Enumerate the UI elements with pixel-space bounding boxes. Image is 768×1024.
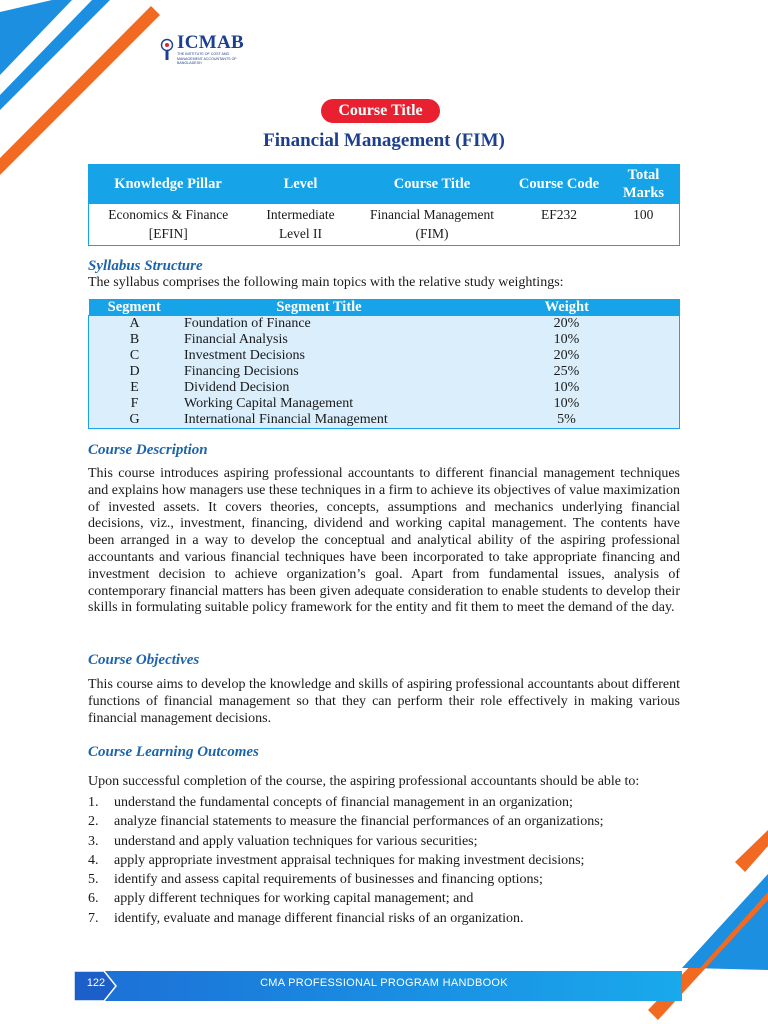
weight-cell: 20% [454, 316, 680, 333]
table-row [89, 396, 680, 412]
page-title: Financial Management (FIM) [263, 130, 505, 151]
item-text: understand the fundamental concepts of financial management in an organization; [114, 795, 573, 810]
outcomes-heading: Course Learning Outcomes [88, 744, 259, 760]
segment-title-cell: Working Capital Management [180, 396, 454, 412]
item-number: 2. [88, 814, 99, 830]
weight-cell: 5% [454, 412, 680, 429]
course-info-header-row [89, 165, 680, 204]
header-knowledge-pillar: Knowledge Pillar [89, 165, 248, 204]
list-item [88, 812, 680, 831]
header-total-marks: Total Marks [608, 165, 680, 204]
objectives-text: This course aims to develop the knowledge and skills of aspiring professional accountants about different functions of financial management so that they can perform their role effectively in making various financial management decisions. [88, 677, 680, 726]
course-title-pill: Course Title [321, 99, 440, 123]
table-row [89, 316, 680, 333]
list-item [88, 889, 680, 908]
item-number: 5. [88, 872, 99, 888]
syllabus-table [88, 299, 680, 429]
description-heading: Course Description [88, 442, 208, 458]
item-number: 1. [88, 795, 99, 810]
footer-text: CMA PROFESSIONAL PROGRAM HANDBOOK [260, 977, 508, 989]
top-left-blue-stripe [0, 0, 110, 110]
cell-course-title: Financial Management (FIM) [354, 204, 511, 246]
table-row [89, 412, 680, 429]
weight-cell: 25% [454, 364, 680, 380]
segment-cell: A [89, 316, 181, 333]
item-text: analyze financial statements to measure the financial performances of an organizations; [114, 814, 604, 830]
item-text: understand and apply valuation techniques for various securities; [114, 833, 478, 849]
item-number: 3. [88, 833, 99, 849]
icmab-logo [160, 34, 244, 66]
course-info-row [89, 204, 680, 246]
segment-title-cell: Investment Decisions [180, 348, 454, 364]
list-item [88, 909, 680, 928]
header-level: Level [248, 165, 354, 204]
table-row [89, 380, 680, 396]
bottom-right-orange-stripe-upper [735, 830, 768, 872]
weight-cell: 10% [454, 396, 680, 412]
header-course-code: Course Code [511, 165, 608, 204]
list-item [88, 851, 680, 870]
table-row [89, 348, 680, 364]
weight-cell: 10% [454, 380, 680, 396]
segment-cell: B [89, 332, 181, 348]
header-segment: Segment [89, 299, 181, 316]
item-number: 7. [88, 910, 99, 926]
table-row [89, 332, 680, 348]
segment-title-cell: Foundation of Finance [180, 316, 454, 333]
syllabus-header-row [89, 299, 680, 316]
segment-title-cell: International Financial Management [180, 412, 454, 429]
item-number: 6. [88, 891, 99, 907]
header-weight: Weight [454, 299, 680, 316]
header-segment-title: Segment Title [180, 299, 454, 316]
logo-subtitle: THE INSTITUTE OF COST AND MANAGEMENT ACCOUNTANTS OF BANGLADESH [177, 52, 237, 65]
outcomes-intro: Upon successful completion of the course, the aspiring professional accountants should be able to: [88, 774, 640, 789]
segment-title-cell: Financing Decisions [180, 364, 454, 380]
item-number: 4. [88, 852, 99, 868]
course-info-table [88, 164, 680, 246]
header-course-title: Course Title [354, 165, 511, 204]
cell-knowledge-pillar: Economics & Finance [EFIN] [89, 204, 248, 246]
segment-cell: E [89, 380, 181, 396]
item-text: apply appropriate investment appraisal techniques for making investment decisions; [114, 852, 585, 868]
item-text: identify and assess capital requirements of businesses and financing options; [114, 872, 543, 888]
item-text: apply different techniques for working capital management; and [114, 891, 474, 907]
segment-title-cell: Financial Analysis [180, 332, 454, 348]
outcomes-list [88, 793, 680, 928]
syllabus-heading: Syllabus Structure [88, 258, 203, 274]
list-item [88, 870, 680, 889]
segment-cell: D [89, 364, 181, 380]
syllabus-intro: The syllabus comprises the following main topics with the relative study weightings: [88, 275, 564, 290]
item-text: identify, evaluate and manage different financial risks of an organization. [114, 910, 524, 926]
cell-course-code: EF232 [511, 204, 608, 246]
icmab-emblem-icon [160, 38, 174, 62]
segment-cell: C [89, 348, 181, 364]
objectives-heading: Course Objectives [88, 652, 200, 668]
segment-title-cell: Dividend Decision [180, 380, 454, 396]
page-number: 122 [86, 977, 106, 989]
list-item [88, 793, 680, 812]
cell-level: Intermediate Level II [248, 204, 354, 246]
logo-name: ICMAB [177, 32, 244, 53]
description-text: This course introduces aspiring professional accountants to different financial management techniques and explains how managers use these techniques in a firm to achieve its objectives of value maximization of invested assets. It covers theories, concepts, assumptions and mechanics underlying financial decisions, viz., investment, financing, dividend and working capital management. The contents have been arranged in a way to develop the conceptual and analytical ability of the aspiring professional accountants and various financial techniques have been incorporated to take appropriate financing and investment decision to achieve organization’s goal. Apart from fundamental issues, analysis of contemporary financial matters has been given adequate consideration to enable students to develop their skills in formulating suitable policy framework for the entity and fit them to meet the demand of the day. [88, 466, 680, 616]
weight-cell: 10% [454, 332, 680, 348]
list-item [88, 832, 680, 851]
weight-cell: 20% [454, 348, 680, 364]
cell-total-marks: 100 [608, 204, 680, 246]
table-row [89, 364, 680, 380]
segment-cell: F [89, 396, 181, 412]
segment-cell: G [89, 412, 181, 429]
